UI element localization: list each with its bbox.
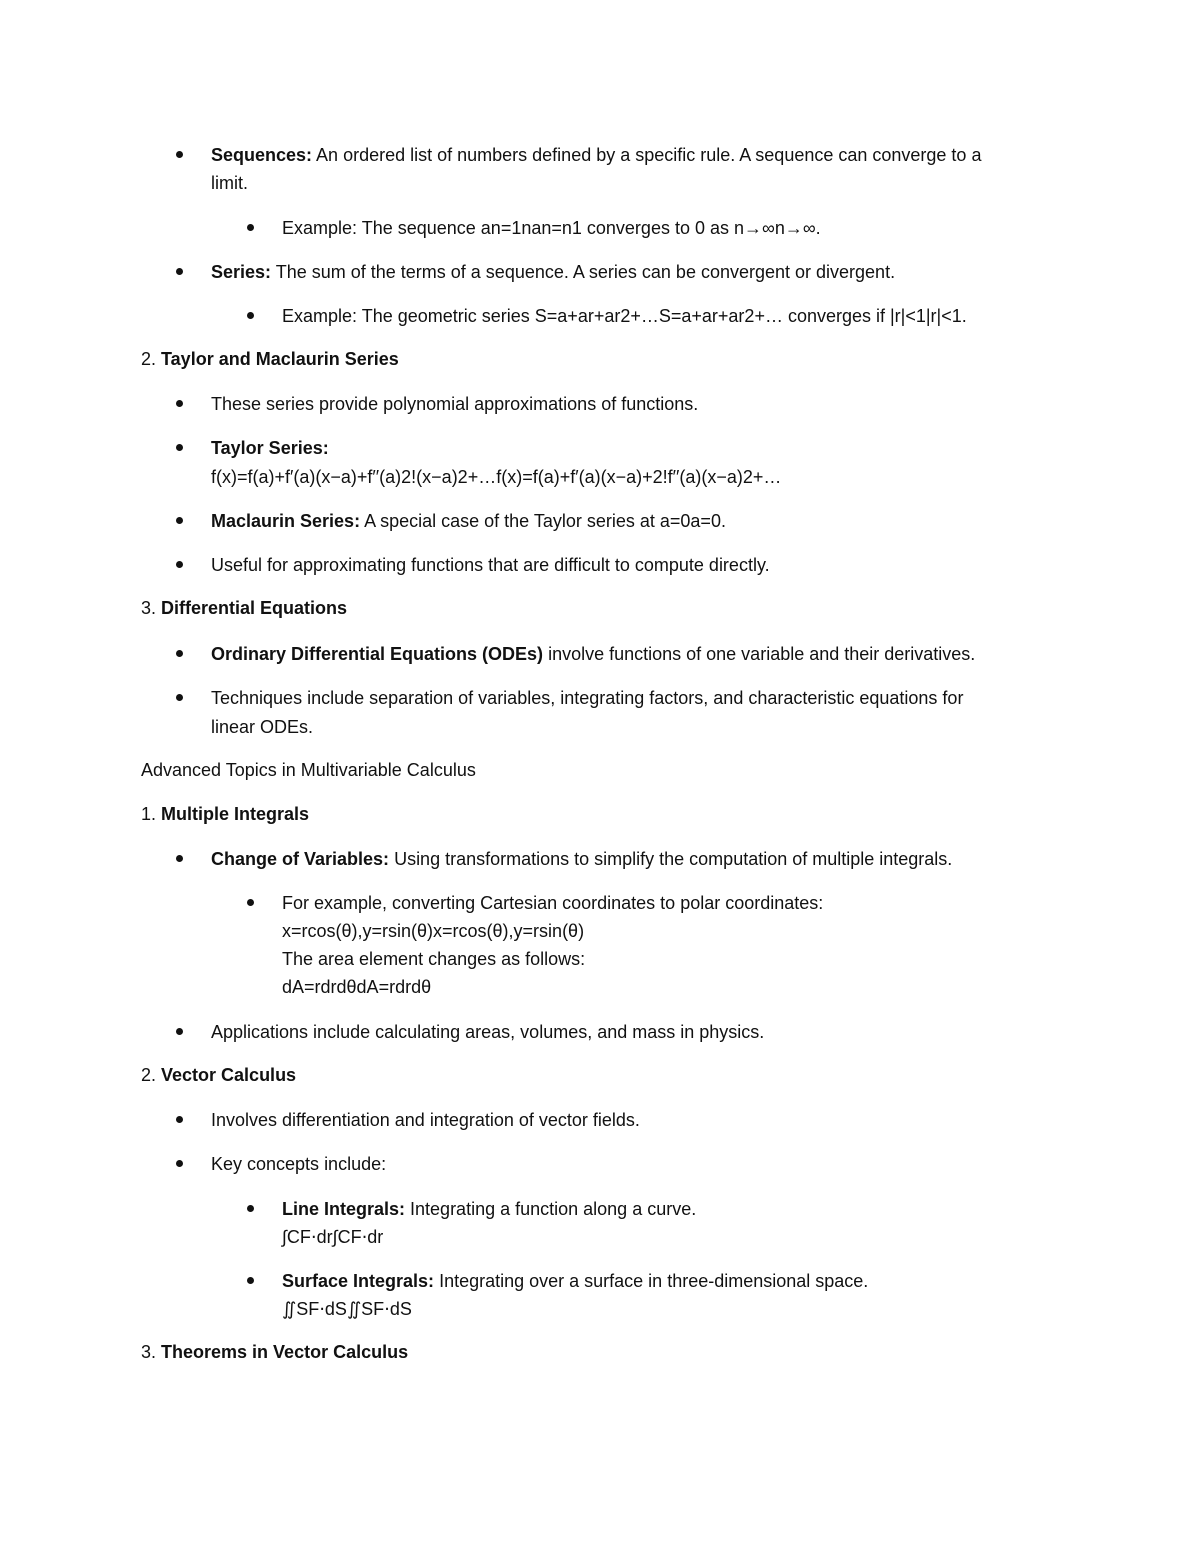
section-title: Vector Calculus [161,1065,297,1085]
ode-item [211,640,975,668]
section-number: 2. [141,1065,162,1085]
bullet-icon [176,561,183,568]
section-title: Theorems in Vector Calculus [161,1342,409,1362]
series-example [282,302,967,330]
bullet-icon [176,1116,183,1123]
series-item [211,258,895,286]
section-number: 2. [141,349,162,369]
bullet-icon [176,650,183,657]
maclaurin-text: A special case of the Taylor series at a=0a=0. [360,511,726,531]
techniques-line2: linear ODEs. [211,717,314,737]
sequences-item [211,141,981,169]
applications-item: Applications include calculating areas, volumes, and mass in physics. [211,1022,765,1042]
series-text: The sum of the terms of a sequence. A series can be convergent or divergent. [271,262,896,282]
taylor-usage: Useful for approximating functions that are difficult to compute directly. [211,555,770,575]
surface-integral-formula: ∬SF⋅dS∬SF⋅dS [282,1299,412,1319]
area-element-formula: dA=rdrdθdA=rdrdθ [282,977,432,997]
bullet-icon [176,1160,183,1167]
line-integrals-text: Integrating a function along a curve. [405,1199,697,1219]
taylor-series-formula: f(x)=f(a)+f′(a)(x−a)+f′′(a)2!(x−a)2+…f(x)=f(a)+f′(a)(x−a)+2!f′′(a)(x−a)2+… [211,467,782,487]
vector-item2: Key concepts include: [211,1154,387,1174]
section-heading-differential [141,594,347,622]
ode-term: Ordinary Differential Equations (ODEs) [211,644,544,664]
sequences-example: Example: The sequence an=1nan=n1 converges to 0 as n→∞n→∞. [282,218,821,238]
section-title: Differential Equations [161,598,348,618]
bullet-icon [247,224,254,231]
line-integrals-term: Line Integrals: [282,1199,406,1219]
polar-example-formula: x=rcos(θ),y=rsin(θ)x=rcos(θ),y=rsin(θ) [282,921,585,941]
bullet-icon [247,1277,254,1284]
sequences-text: An ordered list of numbers defined by a specific rule. A sequence can converge to a [312,145,982,165]
bullet-icon [176,268,183,275]
vector-item1: Involves differentiation and integration of vector fields. [211,1110,640,1130]
surface-integrals-item [282,1267,868,1295]
bullet-icon [176,1028,183,1035]
series-example-suffix: converges if |r|<1|r|<1. [782,306,967,326]
section-number: 1. [141,804,162,824]
advanced-topics-title: Advanced Topics in Multivariable Calculus [141,760,476,780]
section-heading-taylor [141,345,399,373]
maclaurin-term: Maclaurin Series: [211,511,361,531]
change-of-variables-text: Using transformations to simplify the computation of multiple integrals. [389,849,953,869]
section-number: 3. [141,598,162,618]
sequences-term: Sequences: [211,145,313,165]
bullet-icon [176,517,183,524]
section-title: Multiple Integrals [161,804,310,824]
ode-text: involve functions of one variable and their derivatives. [543,644,976,664]
bullet-icon [176,444,183,451]
sequences-text-cont: limit. [211,173,248,193]
section-heading-theorems [141,1338,408,1366]
bullet-icon [247,1205,254,1212]
taylor-series-term: Taylor Series: [211,438,329,458]
line-integral-formula: ∫CF⋅dr∫CF⋅dr [282,1227,384,1247]
surface-integrals-text: Integrating over a surface in three-dimensional space. [434,1271,869,1291]
change-of-variables-item [211,845,952,873]
bullet-icon [176,151,183,158]
section-number: 3. [141,1342,162,1362]
change-of-variables-term: Change of Variables: [211,849,390,869]
bullet-icon [247,899,254,906]
bullet-icon [176,855,183,862]
series-example-math: S=a+ar+ar2+…S=a+ar+ar2+… [534,306,783,326]
polar-example-line3: The area element changes as follows: [282,949,586,969]
techniques-line1: Techniques include separation of variables, integrating factors, and characteristic equations for [211,688,964,708]
series-term: Series: [211,262,272,282]
bullet-icon [176,694,183,701]
maclaurin-item [211,507,726,535]
bullet-icon [176,400,183,407]
polar-example-line1: For example, converting Cartesian coordinates to polar coordinates: [282,893,824,913]
section-heading-multiple-integrals [141,800,309,828]
series-example-prefix: Example: The geometric series [282,306,535,326]
taylor-intro: These series provide polynomial approximations of functions. [211,394,699,414]
section-title: Taylor and Maclaurin Series [161,349,399,369]
section-heading-vector-calculus [141,1061,296,1089]
bullet-icon [247,312,254,319]
line-integrals-item [282,1195,696,1223]
surface-integrals-term: Surface Integrals: [282,1271,435,1291]
